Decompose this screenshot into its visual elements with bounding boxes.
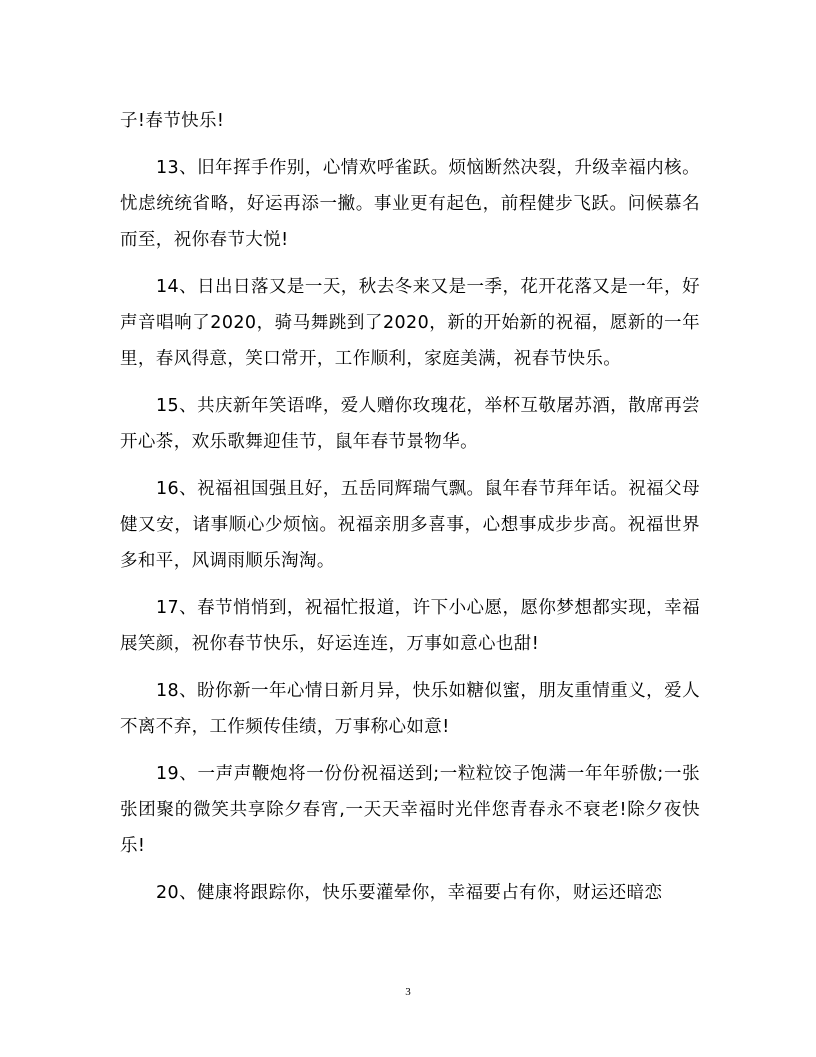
paragraph-13: 13、旧年挥手作别，心情欢呼雀跃。烦恼断然决裂，升级幸福内核。忧虑统统省略，好运再添一撇。事业更有起色，前程健步飞跃。问候慕名而至，祝你春节大悦!: [120, 158, 700, 250]
document-body: [120, 103, 700, 922]
paragraph-20: 20、健康将跟踪你，快乐要灌晕你，幸福要占有你，财运还暗恋: [156, 883, 663, 903]
paragraph-18: 18、盼你新一年心情日新月异，快乐如糖似蜜，朋友重情重义，爱人不离不弃，工作频传佳绩，万事称心如意!: [120, 681, 700, 737]
paragraph-14: 14、日出日落又是一天，秋去冬来又是一季，花开花落又是一年，好声音唱响了2020，骑马舞跳到了2020，新的开始新的祝福，愿新的一年里，春风得意，笑口常开，工作顺利，家庭美满，祝春节快乐。: [120, 277, 700, 369]
paragraph-15: 15、共庆新年笑语哗，爱人赠你玫瑰花，举杯互敬屠苏酒，散席再尝开心茶，欢乐歌舞迎佳节，鼠年春节景物华。: [120, 396, 700, 452]
paragraph-0: 子!春节快乐!: [120, 111, 225, 131]
paragraph-19: 19、一声声鞭炮将一份份祝福送到;一粒粒饺子饱满一年年骄傲;一张张团聚的微笑共享除夕春宵,一天天幸福时光伴您青春永不衰老!除夕夜快乐!: [120, 764, 700, 856]
page-number: 3: [405, 986, 411, 998]
paragraph-16: 16、祝福祖国强且好，五岳同辉瑞气飘。鼠年春节拜年话。祝福父母健又安，诸事顺心少烦恼。祝福亲朋多喜事，心想事成步步高。祝福世界多和平，风调雨顺乐淘淘。: [120, 479, 700, 571]
paragraph-17: 17、春节悄悄到，祝福忙报道，许下小心愿，愿你梦想都实现，幸福展笑颜，祝你春节快乐，好运连连，万事如意心也甜!: [120, 598, 700, 654]
